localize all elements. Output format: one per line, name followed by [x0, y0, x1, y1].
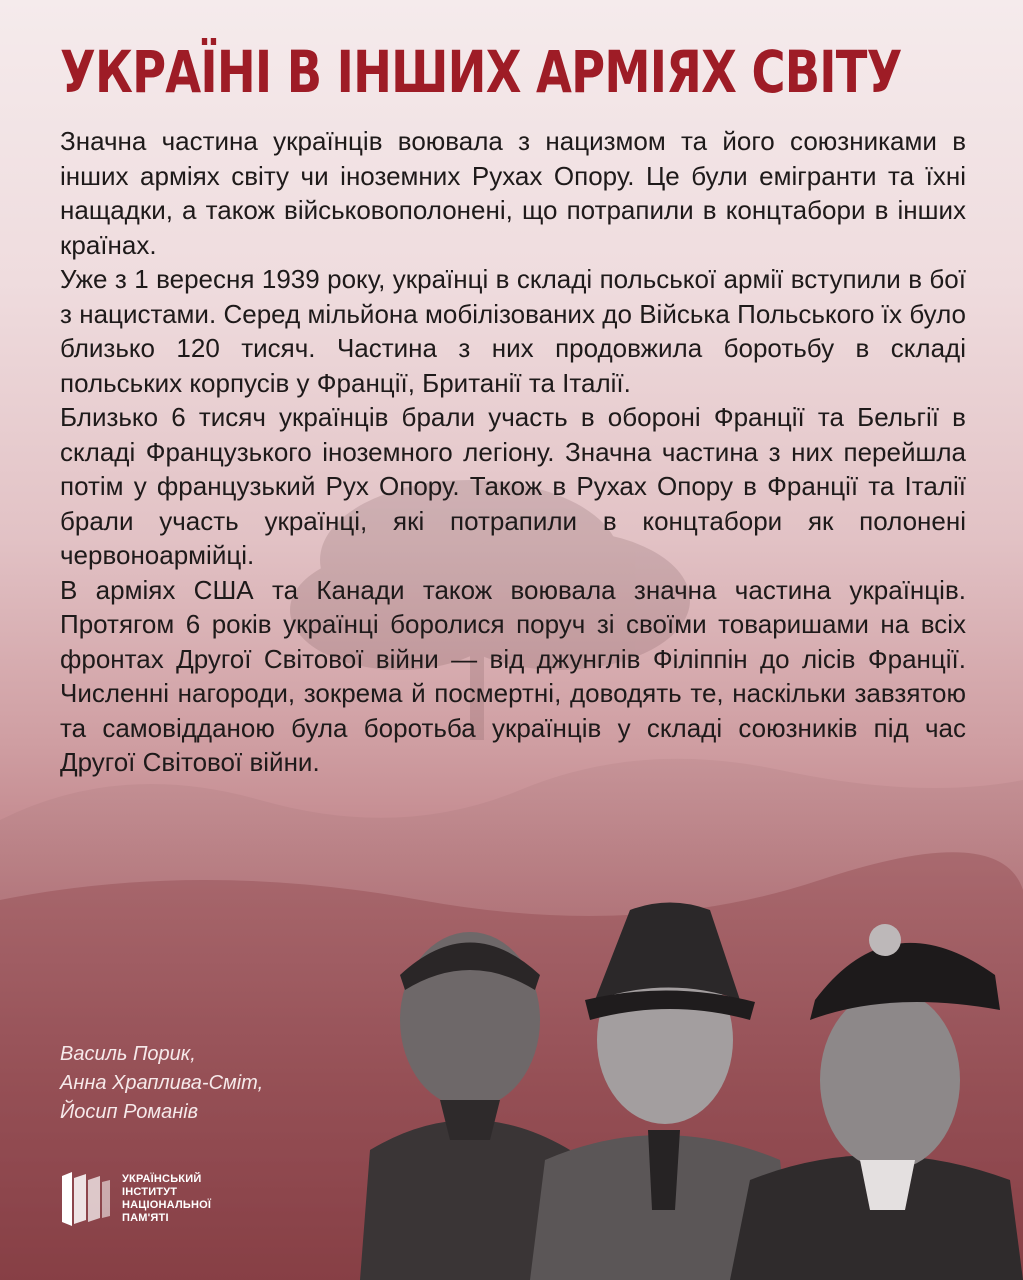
article-body — [60, 124, 966, 780]
paragraph: Уже з 1 вересня 1939 року, українці в складі польської армії вступили в бої з нацистами. Серед мільйона мобілізованих до Війська Польського їх було близько 120 тисяч. Частина з них продовжила боротьбу в складі польських корпусів у Франції, Британії та Італії. — [60, 264, 966, 398]
logo-line: ІНСТИТУТ — [122, 1186, 178, 1198]
page-title: УКРАЇНІ В ІНШИХ АРМІЯХ СВІТУ — [60, 38, 902, 106]
institute-logo[interactable] — [60, 1168, 211, 1230]
portrait-man-right — [730, 924, 1023, 1280]
caption-line: Василь Порик, — [60, 1043, 196, 1065]
logo-line: НАЦІОНАЛЬНОЇ — [122, 1199, 212, 1211]
uinp-logo-icon — [60, 1168, 112, 1230]
caption-line: Анна Храплива-Сміт, — [60, 1072, 264, 1094]
logo-text — [122, 1173, 211, 1225]
logo-line: ПАМ'ЯТІ — [122, 1212, 169, 1224]
logo-line: УКРАЇНСЬКИЙ — [122, 1173, 202, 1185]
paragraph: Близько 6 тисяч українців брали участь в обороні Франції та Бельгії в складі Французького іноземного легіону. Значна частина з них перейшла потім у французький Рух Опору. Також в Рухах Опору в Франції та Італії брали участь українці, які потрапили в концтабори як полонені червоноармійці. — [60, 402, 966, 570]
portraits-photo — [330, 880, 1023, 1280]
photo-caption — [60, 1040, 263, 1127]
paragraph: Значна частина українців воювала з нацизмом та його союзниками в інших арміях світу чи іноземних Рухах Опору. Це були емігранти та їхні нащадки, а також військовополонені, що потрапили в концтабори в інших країнах. — [60, 126, 966, 260]
caption-line: Йосип Романів — [60, 1101, 199, 1123]
paragraph: В арміях США та Канади також воювала значна частина українців. Протягом 6 років українці боролися поруч зі своїми товаришами на всіх фронтах Другої Світової війни — від джунглів Філіппін до лісів Франції. Численні нагороди, зокрема й посмертні, доводять те, наскільки завзятою та самовідданою була боротьба українців у складі союзників під час Другої Світової війни. — [60, 574, 966, 777]
